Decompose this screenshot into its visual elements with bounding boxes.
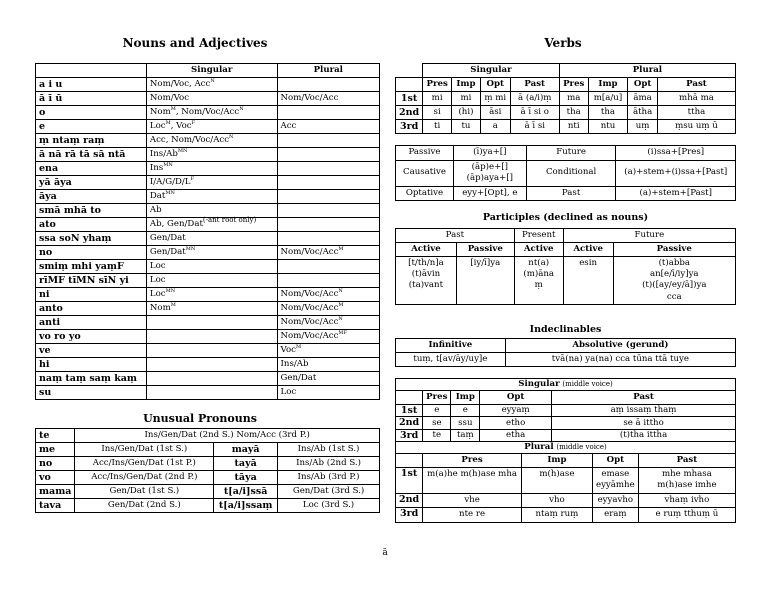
pronoun-row <box>36 457 380 471</box>
middle-ending: vhe <box>423 493 522 508</box>
future-passive-forms: (t)abba an[e/ī/iy]ya (t)([ay/ey/ā])ya cca <box>613 257 735 305</box>
noun-singular: Loc <box>146 260 277 274</box>
middle-ending: e ruṃ tthuṃ ū <box>638 508 735 523</box>
pronoun-form: no <box>36 457 75 471</box>
noun-ending: no <box>36 246 147 260</box>
middle-singular-head: Opt <box>480 390 552 404</box>
middle-ending: vhaṃ ivho <box>638 493 735 508</box>
pronoun-form: mama <box>36 485 75 499</box>
middle-plural-head: Pres <box>423 453 522 467</box>
pronoun-value: Gen/Dat (1st S.) <box>75 485 214 499</box>
middle-corner <box>396 453 423 467</box>
stem-formula: (āp)e+[] (āp)aya+[] <box>453 160 526 186</box>
noun-row <box>36 218 380 232</box>
noun-ending: ā nā rā tā sā ntā <box>36 148 147 162</box>
middle-person: 3rd <box>396 508 423 523</box>
verbs-head-blank <box>396 78 423 92</box>
pronoun-row <box>36 499 380 513</box>
middle-ending: nte re <box>423 508 522 523</box>
verb-ending: mi <box>452 92 481 106</box>
verb-ending: āsi <box>480 106 510 120</box>
stem-label: Future <box>526 146 616 161</box>
middle-singular-title <box>396 379 736 391</box>
middle-corner <box>396 390 423 404</box>
verb-ending: si <box>423 106 452 120</box>
middle-ending: m(h)ase <box>521 467 592 493</box>
noun-row <box>36 260 380 274</box>
future-active-forms: esin <box>563 257 613 305</box>
middle-plural-row <box>396 508 736 523</box>
pronoun-row <box>36 471 380 485</box>
noun-ending: su <box>36 386 147 400</box>
noun-plural <box>277 190 379 204</box>
noun-singular: Nom/Voc, Acc$^N$ <box>146 78 277 92</box>
verb-ending: tha <box>559 106 588 120</box>
noun-row <box>36 190 380 204</box>
noun-row <box>36 358 380 372</box>
superscript: M <box>170 106 176 113</box>
absolutive-forms: tvā(na) ya(na) cca tūna ttā tuye <box>505 353 735 367</box>
pronouns-title: Unusual Pronouns <box>143 412 257 425</box>
middle-plural-head: Imp <box>521 453 592 467</box>
middle-plural-row <box>396 467 736 493</box>
noun-ending: naṃ taṃ saṃ kaṃ <box>36 372 147 386</box>
noun-row <box>36 288 380 302</box>
superscript: MN <box>185 246 196 253</box>
verb-person: 1st <box>396 92 423 106</box>
stem-formula: eyy+[Opt], e <box>453 186 526 201</box>
noun-ending: ā ī ū <box>36 92 147 106</box>
noun-singular: Nom/Voc <box>146 92 277 106</box>
superscript: MF <box>338 330 347 337</box>
noun-plural: Nom/Voc/Acc$^N$ <box>277 316 379 330</box>
noun-singular: Gen/Dat <box>146 232 277 246</box>
noun-plural: Nom/Voc/Acc$^M$ <box>277 302 379 316</box>
superscript: M <box>338 302 344 309</box>
middle-ending: mhe mhasa m(h)ase imhe <box>638 467 735 493</box>
noun-row <box>36 302 380 316</box>
noun-plural <box>277 148 379 162</box>
part-past: Past <box>396 229 515 243</box>
pronoun-form: vo <box>36 471 75 485</box>
middle-plural-title-text: Plural <box>524 442 554 453</box>
middle-person: 1st <box>396 404 423 417</box>
pronoun-value: Ins/Ab (3rd P.) <box>278 471 380 485</box>
verb-ending: mi <box>423 92 452 106</box>
verb-ending: ā ī si o <box>510 106 559 120</box>
pronoun-form: tava <box>36 499 75 513</box>
verb-tense-head: Past <box>657 78 735 92</box>
verb-ending: a <box>480 120 510 134</box>
verb-tense-head: Opt <box>628 78 658 92</box>
stem-formula: (a)+stem+[Past] <box>616 186 736 201</box>
verb-ending: ntu <box>588 120 628 134</box>
noun-singular: Loc$^{MN}$ <box>146 288 277 302</box>
verb-row <box>396 92 736 106</box>
pronoun-value: Acc/Ins/Gen/Dat (2nd P.) <box>75 471 214 485</box>
participles-title: Participles (declined as nouns) <box>482 212 649 223</box>
noun-ending: ato <box>36 218 147 232</box>
middle-singular-row <box>396 429 736 442</box>
verb-ending: mhā ma <box>657 92 735 106</box>
verb-ending: tha <box>588 106 628 120</box>
noun-row <box>36 372 380 386</box>
infinitive-forms: tuṃ, t[av/āy/uy]e <box>396 353 506 367</box>
noun-row <box>36 92 380 106</box>
noun-singular: Acc, Nom/Voc/Acc$^N$ <box>146 134 277 148</box>
pronoun-row <box>36 443 380 457</box>
stem-row <box>396 186 736 201</box>
middle-ending: ntaṃ ruṃ <box>521 508 592 523</box>
verb-ending: nti <box>559 120 588 134</box>
pronoun-row <box>36 429 380 443</box>
noun-ending: smiṃ mhi yaṃF <box>36 260 147 274</box>
stem-formula: (ī)ya+[] <box>453 146 526 161</box>
pronoun-value: Ins/Gen/Dat (1st S.) <box>75 443 214 457</box>
noun-singular <box>146 372 277 386</box>
noun-plural <box>277 274 379 288</box>
middle-ending: (t)tha ittha <box>552 429 736 442</box>
noun-ending: smā mhā to <box>36 204 147 218</box>
verb-tense-head: Imp <box>452 78 481 92</box>
middle-singular-head: Past <box>552 390 736 404</box>
pronoun-form: tayā <box>214 457 278 471</box>
noun-row <box>36 330 380 344</box>
middle-singular-head-row <box>396 390 736 404</box>
stem-label: Optative <box>396 186 454 201</box>
pronoun-form: mayā <box>214 443 278 457</box>
superscript: N <box>338 316 343 323</box>
superscript: F <box>190 176 195 183</box>
noun-ending: a i u <box>36 78 147 92</box>
middle-ending: taṃ <box>451 429 480 442</box>
noun-row <box>36 176 380 190</box>
pronoun-row <box>36 485 380 499</box>
middle-ending: eyyavho <box>592 493 638 508</box>
superscript: MN <box>165 288 176 295</box>
noun-singular: Gen/Dat$^{MN}$ <box>146 246 277 260</box>
noun-singular <box>146 330 277 344</box>
middle-plural-title-row <box>396 442 736 454</box>
verb-person: 3rd <box>396 120 423 134</box>
noun-singular <box>146 344 277 358</box>
superscript: M <box>295 344 302 351</box>
middle-plural-head-row <box>396 453 736 467</box>
middle-ending: se ā ittho <box>552 417 736 430</box>
noun-plural <box>277 78 379 92</box>
verb-ending: tu <box>452 120 481 134</box>
noun-singular: Dat$^{MN}$ <box>146 190 277 204</box>
noun-plural: Nom/Voc/Acc$^{MF}$ <box>277 330 379 344</box>
stem-label: Past <box>526 186 616 201</box>
verb-tense-head: Pres <box>423 78 452 92</box>
middle-plural-head: Opt <box>592 453 638 467</box>
noun-ending: e <box>36 120 147 134</box>
nouns-table <box>35 63 380 400</box>
verb-person: 2nd <box>396 106 423 120</box>
stem-row <box>396 160 736 186</box>
stem-formula: (i)ssa+[Pres] <box>616 146 736 161</box>
noun-row <box>36 162 380 176</box>
noun-singular: Loc <box>146 274 277 288</box>
verb-ending: ṃsu uṃ ū <box>657 120 735 134</box>
part-present-active: Active <box>514 243 563 257</box>
noun-row <box>36 386 380 400</box>
pronoun-form: t[a/i]ssaṃ <box>214 499 278 513</box>
pronoun-value: Ins/Gen/Dat (2nd S.) Nom/Acc (3rd P.) <box>75 429 380 443</box>
noun-row <box>36 148 380 162</box>
noun-singular <box>146 316 277 330</box>
noun-plural <box>277 260 379 274</box>
stem-row <box>396 146 736 161</box>
noun-ending: ssa soN yhaṃ <box>36 232 147 246</box>
middle-ending: etho <box>480 417 552 430</box>
nouns-corner <box>36 64 147 78</box>
verb-ending: uṃ <box>628 120 658 134</box>
indeclinables-table <box>395 338 736 367</box>
noun-plural <box>277 176 379 190</box>
middle-ending: se <box>423 417 451 430</box>
middle-ending: te <box>423 429 451 442</box>
middle-ending: m(a)he m(h)ase mha <box>423 467 522 493</box>
superscript: MN <box>165 190 175 197</box>
pronoun-value: Ins/Ab (2nd S.) <box>278 457 380 471</box>
noun-ending: yā āya <box>36 176 147 190</box>
part-future: Future <box>563 229 735 243</box>
middle-person: 3rd <box>396 429 423 442</box>
noun-plural: Nom/Voc/Acc$^M$ <box>277 246 379 260</box>
noun-ending: ni <box>36 288 147 302</box>
noun-row <box>36 106 380 120</box>
verb-ending: ā (a/i)ṃ <box>510 92 559 106</box>
pronoun-value: Gen/Dat (2nd S.) <box>75 499 214 513</box>
pronouns-table <box>35 428 380 513</box>
noun-plural: Voc$^M$ <box>277 344 379 358</box>
noun-singular <box>146 358 277 372</box>
verb-ending: ti <box>423 120 452 134</box>
noun-row <box>36 246 380 260</box>
middle-ending: vho <box>521 493 592 508</box>
noun-singular: Nom$^M$ <box>146 302 277 316</box>
verb-ending: ṃ mi <box>480 92 510 106</box>
superscript: M <box>338 246 344 253</box>
middle-ending: eraṃ <box>592 508 638 523</box>
superscript: N <box>229 134 234 141</box>
verb-ending: (hi) <box>452 106 481 120</box>
noun-plural <box>277 232 379 246</box>
noun-ending: hi <box>36 358 147 372</box>
noun-singular: Ins/$Ab^{MN}$ <box>146 148 277 162</box>
past-active-forms: [t/th/n]a (t)āvin (ta)vant <box>396 257 457 305</box>
noun-ending: vo ro yo <box>36 330 147 344</box>
noun-ending: ṃ ntaṃ raṃ <box>36 134 147 148</box>
superscript: N <box>210 78 215 85</box>
nouns-title: Nouns and Adjectives <box>122 36 268 50</box>
noun-ending: ena <box>36 162 147 176</box>
pronoun-value: Loc (3rd S.) <box>278 499 380 513</box>
noun-singular: Ab <box>146 204 277 218</box>
noun-row <box>36 120 380 134</box>
verbs-plural: Plural <box>559 64 735 78</box>
indecl-infinitive: Infinitive <box>396 339 506 353</box>
superscript: (-ant root only) <box>202 216 257 225</box>
verb-ending: ā ī si <box>510 120 559 134</box>
participles-table <box>395 228 736 305</box>
pronoun-form: me <box>36 443 75 457</box>
pronoun-form: te <box>36 429 75 443</box>
noun-row <box>36 274 380 288</box>
pronoun-value: Ins/Ab (1st S.) <box>278 443 380 457</box>
middle-ending: aṃ issaṃ thaṃ <box>552 404 736 417</box>
middle-plural-note: (middle voice) <box>556 443 607 452</box>
noun-plural: Nom/Voc/Acc$^N$ <box>277 288 379 302</box>
part-past-passive: Passive <box>456 243 514 257</box>
indeclinables-title: Indeclinables <box>529 324 602 335</box>
middle-person: 2nd <box>396 417 423 430</box>
nouns-col-plural: Plural <box>277 64 379 78</box>
noun-ending: o <box>36 106 147 120</box>
verb-ending: m[a/u] <box>588 92 628 106</box>
noun-ending: ve <box>36 344 147 358</box>
verbs-singular: Singular <box>423 64 560 78</box>
stem-label: Causative <box>396 160 454 186</box>
noun-row <box>36 344 380 358</box>
verb-row <box>396 106 736 120</box>
middle-voice-table <box>395 378 736 523</box>
stems-table <box>395 145 736 201</box>
middle-singular-title-row <box>396 379 736 391</box>
superscript: M <box>165 120 171 127</box>
noun-plural: Acc <box>277 120 379 134</box>
noun-plural: Nom/Voc/Acc <box>277 92 379 106</box>
superscript: M <box>170 302 176 309</box>
pronoun-form: tāya <box>214 471 278 485</box>
noun-plural: Loc <box>277 386 379 400</box>
noun-singular: Ab, Gen/Dat$^{(-ant root only)}$ <box>146 218 277 232</box>
noun-singular <box>146 386 277 400</box>
verbs-title: Verbs <box>544 36 582 50</box>
part-future-passive: Passive <box>613 243 735 257</box>
noun-ending: anto <box>36 302 147 316</box>
superscript: MN <box>177 148 188 155</box>
middle-ending: e <box>423 404 451 417</box>
noun-ending: anti <box>36 316 147 330</box>
indecl-absolutive: Absolutive (gerund) <box>505 339 735 353</box>
stem-label: Passive <box>396 146 454 161</box>
noun-row <box>36 78 380 92</box>
verb-ending: ttha <box>657 106 735 120</box>
noun-plural: Gen/Dat <box>277 372 379 386</box>
noun-ending: āya <box>36 190 147 204</box>
noun-row <box>36 316 380 330</box>
noun-plural: Ins/Ab <box>277 358 379 372</box>
middle-singular-row <box>396 417 736 430</box>
noun-plural <box>277 106 379 120</box>
pronoun-value: Acc/Ins/Gen/Dat (1st P.) <box>75 457 214 471</box>
middle-person: 2nd <box>396 493 423 508</box>
noun-singular: Loc$^M$, Voc$^F$ <box>146 120 277 134</box>
noun-ending: rīMF tīMN sīN yi <box>36 274 147 288</box>
middle-singular-head: Pres <box>423 390 451 404</box>
middle-ending: eyyaṃ <box>480 404 552 417</box>
verb-ending: āma <box>628 92 658 106</box>
noun-singular: Nom$^M$, Nom/Voc/Acc$^N$ <box>146 106 277 120</box>
middle-singular-note: (middle voice) <box>562 380 613 388</box>
middle-ending: emase eyyāmhe <box>592 467 638 493</box>
part-future-active: Active <box>563 243 613 257</box>
pronoun-form: t[a/i]ssā <box>214 485 278 499</box>
middle-ending: e <box>451 404 480 417</box>
middle-ending: ssu <box>451 417 480 430</box>
middle-singular-title-text: Singular <box>518 379 560 389</box>
middle-plural-head: Past <box>638 453 735 467</box>
verb-ending: ātha <box>628 106 658 120</box>
stem-label: Conditional <box>526 160 616 186</box>
present-active-forms: nt(a) (m)āna ṃ <box>514 257 563 305</box>
verbs-corner <box>396 64 423 78</box>
pronoun-value: Gen/Dat (3rd S.) <box>278 485 380 499</box>
noun-singular: $I/A/G/D/L^F$ <box>146 176 277 190</box>
noun-plural <box>277 162 379 176</box>
middle-ending: etha <box>480 429 552 442</box>
verbs-table <box>395 63 736 134</box>
noun-row <box>36 232 380 246</box>
nouns-col-singular: Singular <box>146 64 277 78</box>
page-number: ā <box>382 548 388 558</box>
part-past-active: Active <box>396 243 457 257</box>
middle-person: 1st <box>396 467 423 493</box>
superscript: N <box>338 288 343 295</box>
middle-singular-row <box>396 404 736 417</box>
middle-plural-title <box>396 442 736 454</box>
verb-tense-head: Imp <box>588 78 628 92</box>
part-present: Present <box>514 229 563 243</box>
stem-formula: (a)+stem+(i)ssa+[Past] <box>616 160 736 186</box>
verb-ending: ma <box>559 92 588 106</box>
verb-tense-head: Opt <box>480 78 510 92</box>
verb-tense-head: Pres <box>559 78 588 92</box>
superscript: N <box>239 106 244 113</box>
verb-row <box>396 120 736 134</box>
noun-singular: Ins$^{MN}$ <box>146 162 277 176</box>
middle-singular-head: Imp <box>451 390 480 404</box>
past-passive-forms: [iy/ī]ya <box>456 257 514 305</box>
noun-plural <box>277 204 379 218</box>
noun-plural <box>277 134 379 148</box>
noun-plural <box>277 218 379 232</box>
superscript: F <box>191 120 196 127</box>
noun-row <box>36 134 380 148</box>
verb-tense-head: Past <box>510 78 559 92</box>
middle-plural-row <box>396 493 736 508</box>
superscript: MN <box>163 162 173 169</box>
